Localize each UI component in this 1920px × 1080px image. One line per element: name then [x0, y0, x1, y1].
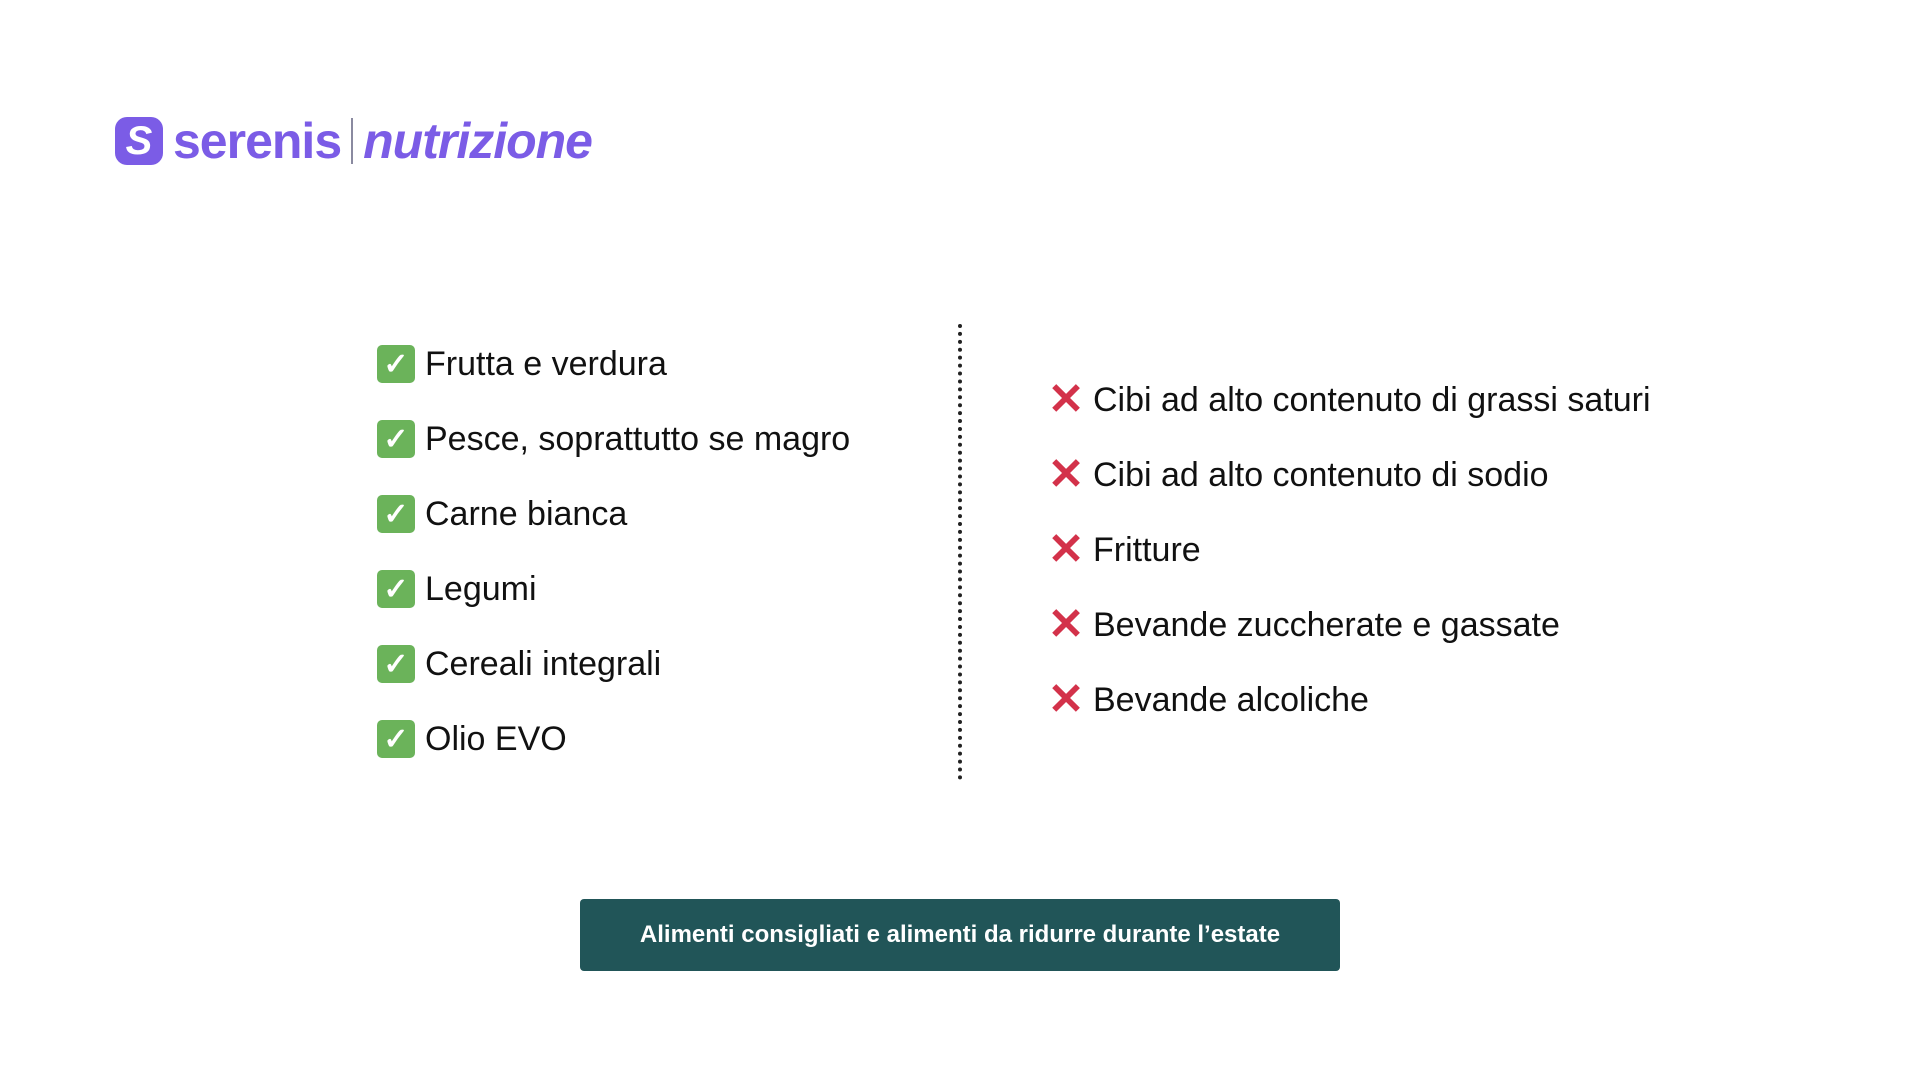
item-label: Frutta e verdura — [425, 344, 667, 383]
item-label: Bevande alcoliche — [1093, 680, 1369, 719]
cross-icon: ✕ — [1047, 675, 1085, 724]
list-item — [1047, 450, 1549, 499]
dotted-divider — [958, 324, 962, 780]
list-item — [1047, 375, 1651, 424]
item-label: Carne bianca — [425, 494, 628, 533]
cross-icon: ✕ — [1047, 600, 1085, 649]
cross-icon: ✕ — [1047, 375, 1085, 424]
list-item — [377, 569, 537, 609]
item-label: Cereali integrali — [425, 644, 662, 683]
item-label: Legumi — [425, 569, 537, 608]
cross-icon: ✕ — [1047, 525, 1085, 574]
list-item — [377, 494, 627, 534]
serenis-logo — [115, 112, 592, 170]
check-icon: ✓ — [377, 495, 415, 533]
check-icon: ✓ — [377, 645, 415, 683]
item-label: Bevande zuccherate e gassate — [1093, 605, 1560, 644]
item-label: Cibi ad alto contenuto di sodio — [1093, 455, 1549, 494]
item-label: Cibi ad alto contenuto di grassi saturi — [1093, 380, 1651, 419]
cross-icon: ✕ — [1047, 450, 1085, 499]
list-item — [1047, 525, 1201, 574]
check-icon: ✓ — [377, 420, 415, 458]
list-item — [377, 719, 567, 759]
list-item — [1047, 675, 1369, 724]
check-icon: ✓ — [377, 345, 415, 383]
list-item — [377, 419, 850, 459]
logo-brand: serenis — [173, 113, 342, 169]
logo-mark-letter: S — [125, 119, 153, 163]
item-label: Olio EVO — [425, 719, 567, 758]
item-label: Pesce, soprattutto se magro — [425, 419, 851, 458]
check-icon: ✓ — [377, 720, 415, 758]
item-label: Fritture — [1093, 530, 1201, 569]
list-item — [377, 644, 661, 684]
serenis-logo-icon — [115, 117, 163, 165]
logo-separator — [351, 118, 353, 164]
check-icon: ✓ — [377, 570, 415, 608]
list-item — [1047, 600, 1560, 649]
logo-product: nutrizione — [363, 113, 592, 169]
caption-banner: Alimenti consigliati e alimenti da ridurre durante l’estate — [580, 899, 1340, 971]
list-item — [377, 344, 667, 384]
